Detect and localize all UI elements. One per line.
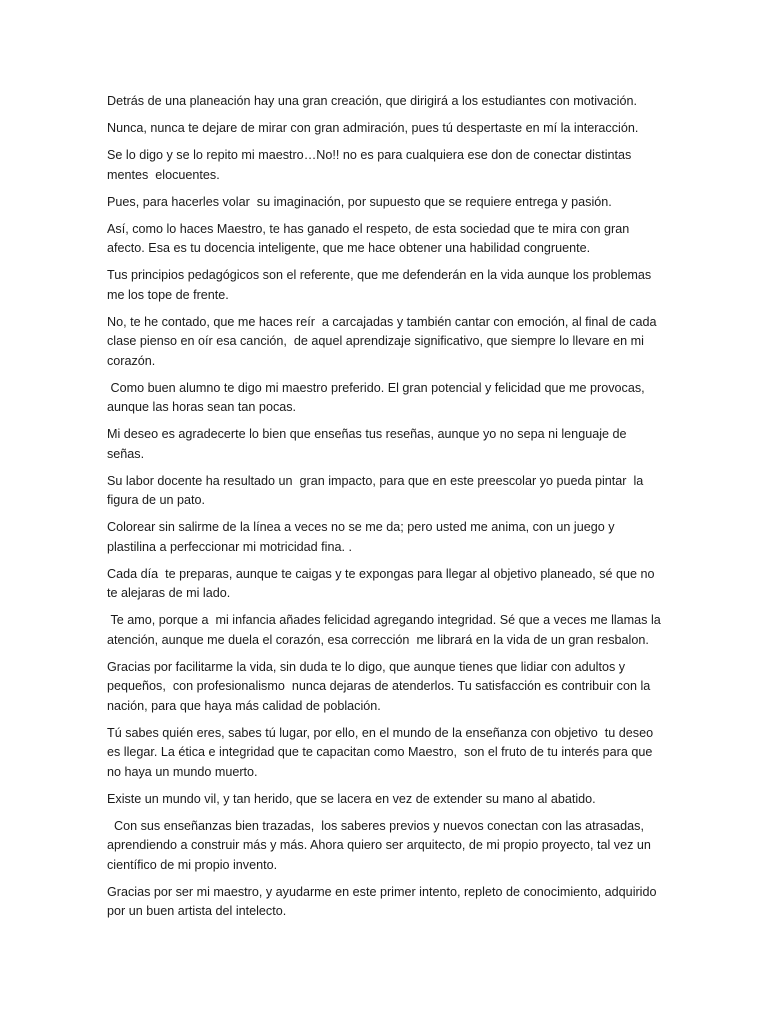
- paragraph: Gracias por ser mi maestro, y ayudarme en este primer intento, repleto de conocimiento, adquirido por un buen artista del intelecto.: [107, 884, 660, 918]
- paragraph: Tú sabes quién eres, sabes tú lugar, por ello, en el mundo de la enseñanza con objetivo tu deseo es llegar. La ética e integridad que te capacitan como Maestro, son el fruto de tu interés para que no haya un mundo muerto.: [107, 725, 657, 779]
- paragraph: Con sus enseñanzas bien trazadas, los saberes previos y nuevos conectan con las atrasadas, aprendiendo a construir más y más. Ahora quiero ser arquitecto, de mi propio proyecto, tal vez un científico de mi propio invento.: [107, 818, 655, 872]
- paragraph: Su labor docente ha resultado un gran impacto, para que en este preescolar yo pueda pintar la figura de un pato.: [107, 473, 647, 507]
- paragraph: Se lo digo y se lo repito mi maestro…No!! no es para cualquiera ese don de conectar distintas mentes elocuentes.: [107, 148, 635, 182]
- paragraph: Así, como lo haces Maestro, te has ganado el respeto, de esta sociedad que te mira con gran afecto. Esa es tu docencia inteligente, que me hace obtener una habilidad congruente.: [107, 221, 633, 255]
- paragraph: Te amo, porque a mi infancia añades felicidad agregando integridad. Sé que a veces me llamas la atención, aunque me duela el corazón, esa corrección me librará en la vida de un gran resbalon.: [107, 613, 665, 647]
- paragraph: Como buen alumno te digo mi maestro preferido. El gran potencial y felicidad que me provocas, aunque las horas sean tan pocas.: [107, 380, 649, 414]
- paragraph: Gracias por facilitarme la vida, sin duda te lo digo, que aunque tienes que lidiar con adultos y pequeños, con profesionalismo nunca dejaras de atenderlos. Tu satisfacción es contribuir con la nación, para que haya más calidad de población.: [107, 659, 654, 713]
- paragraph: Colorear sin salirme de la línea a veces no se me da; pero usted me anima, con un juego y plastilina a perfeccionar mi motricidad fina. .: [107, 520, 619, 554]
- paragraph: Detrás de una planeación hay una gran creación, que dirigirá a los estudiantes con motivación.: [107, 94, 637, 108]
- document-page: [107, 92, 667, 929]
- paragraph: Nunca, nunca te dejare de mirar con gran admiración, pues tú despertaste en mí la interacción.: [107, 121, 639, 135]
- paragraph: Tus principios pedagógicos son el referente, que me defenderán en la vida aunque los problemas me los tope de frente.: [107, 268, 655, 302]
- paragraph: No, te he contado, que me haces reír a carcajadas y también cantar con emoción, al final de cada clase pienso en oír esa canción, de aquel aprendizaje significativo, que siempre lo llevare en mi corazón.: [107, 314, 661, 368]
- paragraph: Existe un mundo vil, y tan herido, que se lacera en vez de extender su mano al abatido.: [107, 791, 596, 806]
- paragraph: Mi deseo es agradecerte lo bien que enseñas tus reseñas, aunque yo no sepa ni lenguaje de señas.: [107, 427, 631, 461]
- paragraph: Pues, para hacerles volar su imaginación, por supuesto que se requiere entrega y pasión.: [107, 194, 612, 209]
- paragraph: Cada día te preparas, aunque te caigas y te expongas para llegar al objetivo planeado, sé que no te alejaras de mi lado.: [107, 566, 659, 600]
